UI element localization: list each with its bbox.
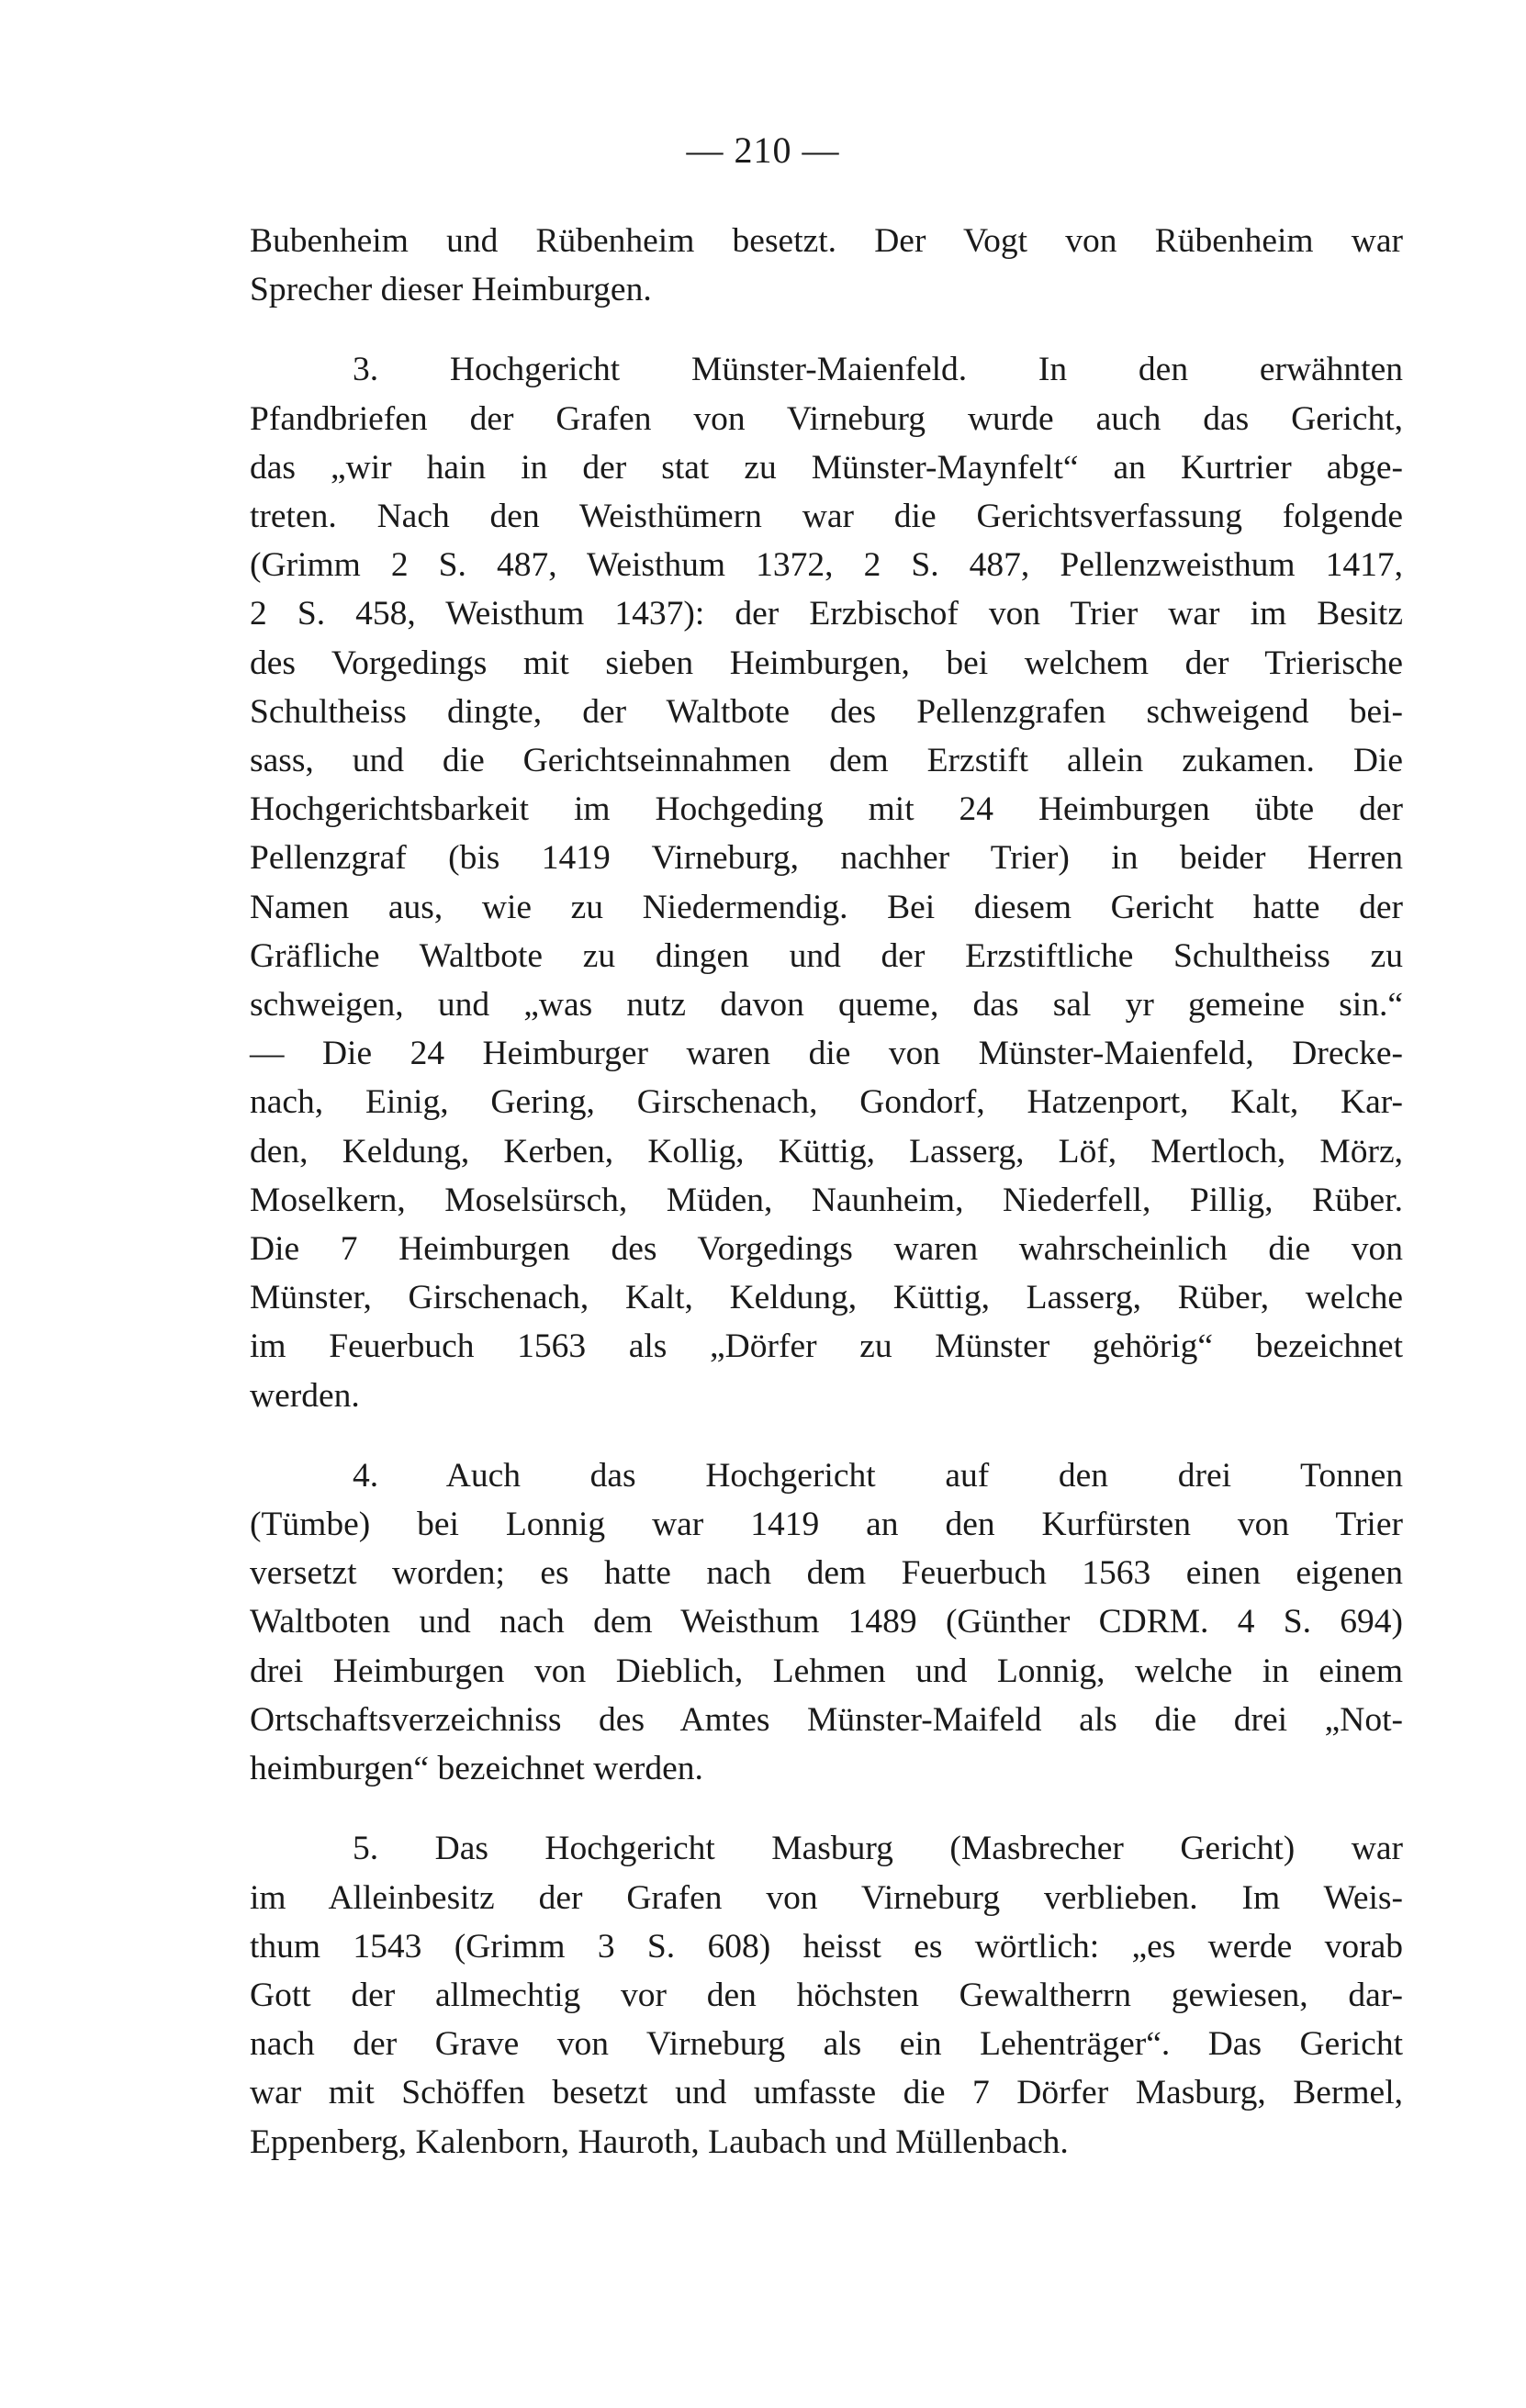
text-line: 5. Das Hochgericht Masburg (Masbrecher Gericht) war [353, 1830, 1403, 1868]
text-line: Schultheiss dingte, der Waltbote des Pellenzgrafen schweigend bei- [250, 692, 1403, 731]
text-line: Waltboten und nach dem Weisthum 1489 (Günther CDRM. 4 S. 694) [250, 1603, 1403, 1641]
text-line: Bubenheim und Rübenheim besetzt. Der Vogt von Rübenheim war [250, 222, 1403, 260]
text-line: 4. Auch das Hochgericht auf den drei Tonnen [353, 1456, 1403, 1495]
text-line: (Tümbe) bei Lonnig war 1419 an den Kurfürsten von Trier [250, 1506, 1403, 1544]
text-line: versetzt worden; es hatte nach dem Feuerbuch 1563 einen eigenen [250, 1554, 1403, 1593]
text-line: Die 7 Heimburgen des Vorgedings waren wahrscheinlich die von [250, 1230, 1403, 1269]
text-line: nach der Grave von Virneburg als ein Lehenträger“. Das Gericht [250, 2025, 1403, 2064]
text-line: schweigen, und „was nutz davon queme, das sal yr gemeine sin.“ [250, 986, 1403, 1025]
text-line: Münster, Girschenach, Kalt, Keldung, Küttig, Lasserg, Rüber, welche [250, 1279, 1403, 1317]
paragraph-3-hochgericht-drei-tonnen [250, 1451, 1403, 1793]
text-line: heimburgen“ bezeichnet werden. [250, 1750, 703, 1788]
paragraph-1 [250, 217, 1403, 314]
text-line: im Alleinbesitz der Grafen von Virneburg verblieben. Im Weis- [250, 1878, 1403, 1917]
text-line: drei Heimburgen von Dieblich, Lehmen und Lonnig, welche in einem [250, 1652, 1403, 1690]
page-number: — 210 — [686, 129, 840, 171]
paragraph-2-hochgericht-muenster-maienfeld [250, 345, 1403, 1419]
text-line: Gräfliche Waltbote zu dingen und der Erzstiftliche Schultheiss zu [250, 936, 1403, 975]
text-line: das „wir hain in der stat zu Münster-Maynfelt“ an Kurtrier abge- [250, 448, 1403, 487]
text-line: Sprecher dieser Heimburgen. [250, 271, 652, 309]
text-line: (Grimm 2 S. 487, Weisthum 1372, 2 S. 487, Pellenzweisthum 1417, [250, 546, 1403, 585]
text-line: treten. Nach den Weisthümern war die Gerichtsverfassung folgende [250, 498, 1403, 536]
text-line: sass, und die Gerichtseinnahmen dem Erzstift allein zukamen. Die [250, 742, 1403, 780]
text-line: im Feuerbuch 1563 als „Dörfer zu Münster gehörig“ bezeichnet [250, 1327, 1403, 1366]
text-line: Namen aus, wie zu Niedermendig. Bei diesem Gericht hatte der [250, 888, 1403, 926]
text-line: Pfandbriefen der Grafen von Virneburg wurde auch das Gericht, [250, 399, 1403, 438]
text-line: war mit Schöffen besetzt und umfasste die 7 Dörfer Masburg, Bermel, [250, 2074, 1403, 2112]
text-line: werden. [250, 1376, 360, 1415]
text-line: 2 S. 458, Weisthum 1437): der Erzbischof von Trier war im Besitz [250, 595, 1403, 633]
text-line: Eppenberg, Kalenborn, Hauroth, Laubach und Müllenbach. [250, 2122, 1069, 2161]
document-body [250, 217, 1403, 2167]
text-line: 3. Hochgericht Münster-Maienfeld. In den erwähnten [353, 351, 1403, 389]
text-line: des Vorgedings mit sieben Heimburgen, bei welchem der Trierische [250, 644, 1403, 682]
text-line: den, Keldung, Kerben, Kollig, Küttig, Lasserg, Löf, Mertloch, Mörz, [250, 1132, 1403, 1170]
text-line: Moselkern, Moselsürsch, Müden, Naunheim, Niederfell, Pillig, Rüber. [250, 1181, 1403, 1219]
text-line: Ortschaftsverzeichniss des Amtes Münster-Maifeld als die drei „Not- [250, 1700, 1403, 1739]
text-line: Hochgerichtsbarkeit im Hochgeding mit 24 Heimburgen übte der [250, 790, 1403, 829]
text-line: thum 1543 (Grimm 3 S. 608) heisst es wörtlich: „es werde vorab [250, 1927, 1403, 1966]
text-line: — Die 24 Heimburger waren die von Münster-Maienfeld, Drecke- [250, 1035, 1403, 1073]
paragraph-4-hochgericht-masburg [250, 1824, 1403, 2166]
text-line: nach, Einig, Gering, Girschenach, Gondorf, Hatzenport, Kalt, Kar- [250, 1083, 1403, 1122]
text-line: Gott der allmechtig vor den höchsten Gewaltherrn gewiesen, dar- [250, 1976, 1403, 2014]
text-line: Pellenzgraf (bis 1419 Virneburg, nachher Trier) in beider Herren [250, 839, 1403, 878]
